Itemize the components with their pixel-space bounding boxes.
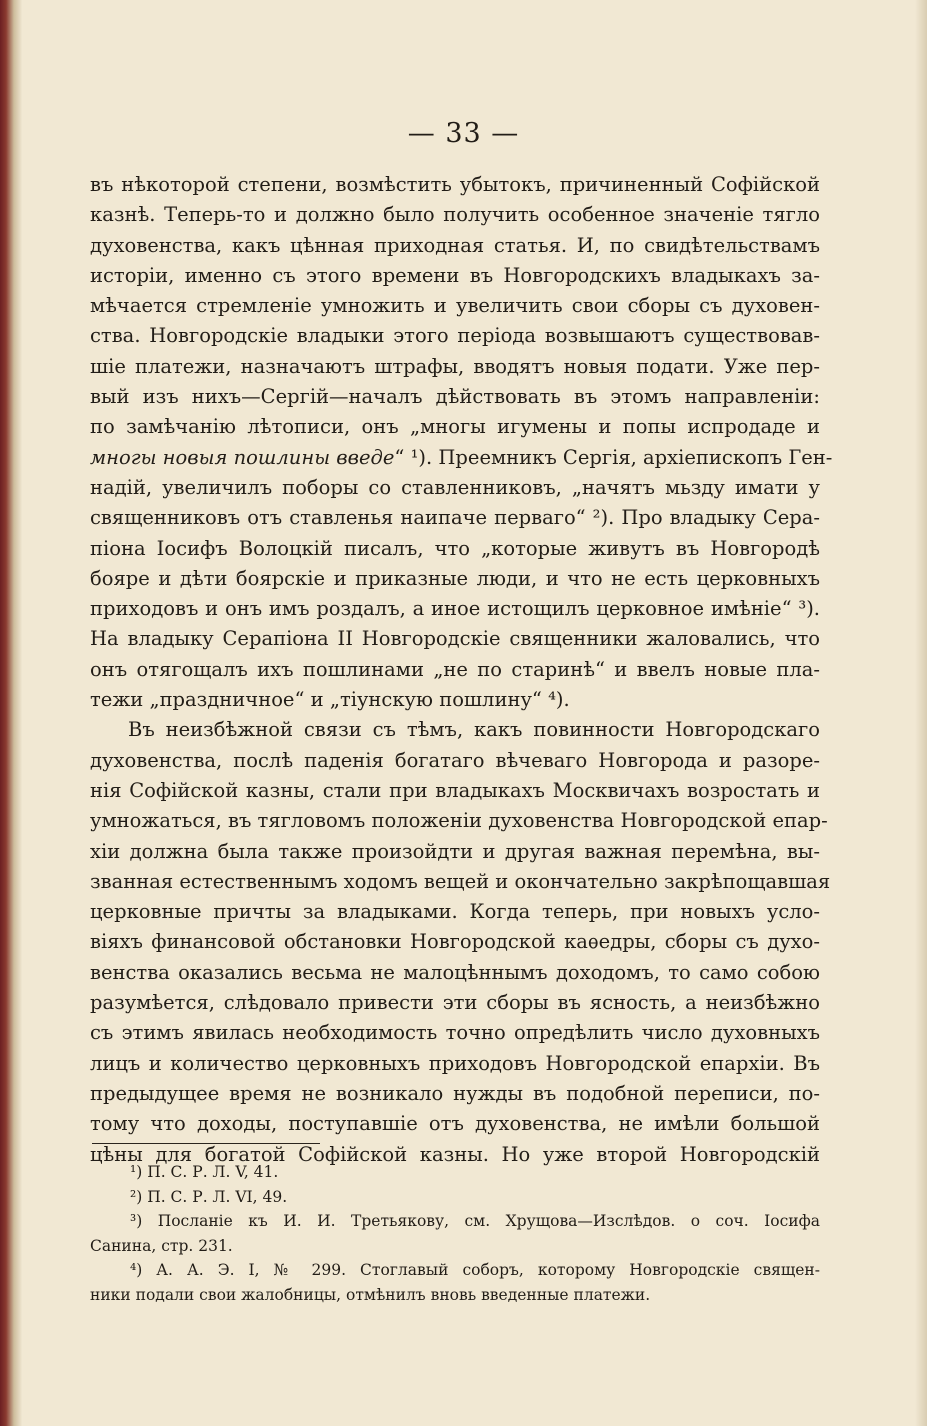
text-line: венства оказались весьма не малоцѣннымъ доходомъ, то само собою xyxy=(90,960,820,984)
page-right-edge xyxy=(915,0,927,1426)
text-line: званная естественнымъ ходомъ вещей и окончательно закрѣпощавшая xyxy=(90,869,831,893)
page-binding-edge xyxy=(0,0,22,1426)
text-line: онъ отягощалъ ихъ пошлинами „не по старинѣ“ и ввелъ новые пла- xyxy=(90,657,820,681)
text-line: предыдущее время не возникало нужды въ подобной переписи, по- xyxy=(90,1081,820,1105)
footnote-4: ⁴) А. А. Э. I, № 299. Стоглавый соборъ, которому Новгородскіе священ- xyxy=(130,1261,820,1279)
footnote-3-continued: Санина, стр. 231. xyxy=(90,1236,233,1255)
footnote-3: ³) Посланіе къ И. И. Третьякову, см. Хрущова—Изслѣдов. о соч. Іосифа xyxy=(130,1212,820,1230)
text-line-rest: “ ¹). Преемникъ Сергія, архіепископъ Ген- xyxy=(394,445,833,469)
body-text xyxy=(90,170,833,1170)
text-line: віяхъ финансовой обстановки Новгородской каѳедры, сборы съ духо- xyxy=(90,930,820,954)
text-line: разумѣется, слѣдовало привести эти сборы въ ясность, а неизбѣжно xyxy=(90,991,820,1015)
footnote-1: ¹) П. С. Р. Л. V, 41. xyxy=(130,1163,279,1181)
footnote-divider xyxy=(92,1143,320,1144)
text-line: мѣчается стремленіе умножить и увеличить свои сборы съ духовен- xyxy=(90,294,820,318)
text-line: въ нѣкоторой степени, возмѣстить убытокъ, причиненный Софійской xyxy=(90,173,820,196)
text-line: На владыку Серапіона II Новгородскіе священники жаловались, что xyxy=(90,627,820,651)
text-line: приходовъ и онъ имъ роздалъ, а иное истощилъ церковное имѣніе“ ³). xyxy=(90,597,820,621)
footnote-4-continued: ники подали свои жалобницы, отмѣнилъ вновь введенные платежи. xyxy=(90,1285,651,1304)
text-line: хіи должна была также произойдти и другая важная перемѣна, вы- xyxy=(90,839,820,863)
text-line: ства. Новгородскіе владыки этого періода возвышаютъ существовав- xyxy=(90,324,820,348)
italic-quote: многы новыя пошлины введе xyxy=(90,445,395,469)
text-line: церковные причты за владыками. Когда теперь, при новыхъ усло- xyxy=(90,900,820,924)
text-line: тому что доходы, поступавшіе отъ духовенства, не имѣли большой xyxy=(90,1112,820,1136)
text-line: лицъ и количество церковныхъ приходовъ Новгородской епархіи. Въ xyxy=(90,1051,820,1075)
text-line-with-italic-quote xyxy=(90,443,833,473)
text-line: нія Софійской казны, стали при владыкахъ Москвичахъ возростать и xyxy=(90,778,820,802)
text-line: піона Іосифъ Волоцкій писалъ, что „которые живутъ въ Новгородѣ xyxy=(90,536,820,560)
text-line: тежи „праздничное“ и „тіунскую пошлину“ ⁴). xyxy=(90,688,570,712)
text-line: духовенства, послѣ паденія богатаго вѣчеваго Новгорода и разоре- xyxy=(90,748,820,772)
text-line: духовенства, какъ цѣнная приходная статья. И, по свидѣтельствамъ xyxy=(90,233,820,257)
footnotes xyxy=(90,1160,820,1307)
text-line: съ этимъ явилась необходимость точно опредѣлить число духовныхъ xyxy=(90,1021,820,1045)
text-line: шіе платежи, назначаютъ штрафы, вводятъ новыя подати. Уже пер- xyxy=(90,354,820,378)
text-line: умножаться, въ тягловомъ положеніи духовенства Новгородской епар- xyxy=(90,809,828,833)
text-line: священниковъ отъ ставленья наипаче перваго“ ²). Про владыку Сера- xyxy=(90,506,820,530)
text-line: исторіи, именно съ этого времени въ Новгородскихъ владыкахъ за- xyxy=(90,263,820,287)
text-line: по замѣчанію лѣтописи, онъ „многы игумены и попы испродаде и xyxy=(90,415,820,439)
text-line: казнѣ. Теперь-то и должно было получить особенное значеніе тягло xyxy=(90,203,820,227)
page-number: — 33 — xyxy=(407,118,520,149)
text-line: бояре и дѣти боярскіе и приказные люди, и что не есть церковныхъ xyxy=(90,566,820,590)
footnote-2: ²) П. С. Р. Л. VI, 49. xyxy=(130,1187,288,1206)
text-line: цѣны для богатой Софійской казны. Но уже второй Новгородскій xyxy=(90,1142,820,1166)
text-line-paragraph-start: Въ неизбѣжной связи съ тѣмъ, какъ повинности Новгородскаго xyxy=(128,718,820,742)
text-line: вый изъ нихъ—Сергій—началъ дѣйствовать въ этомъ направленіи: xyxy=(90,385,820,409)
text-line: надій, увеличилъ поборы со ставленниковъ, „начятъ мьзду имати у xyxy=(90,475,820,499)
